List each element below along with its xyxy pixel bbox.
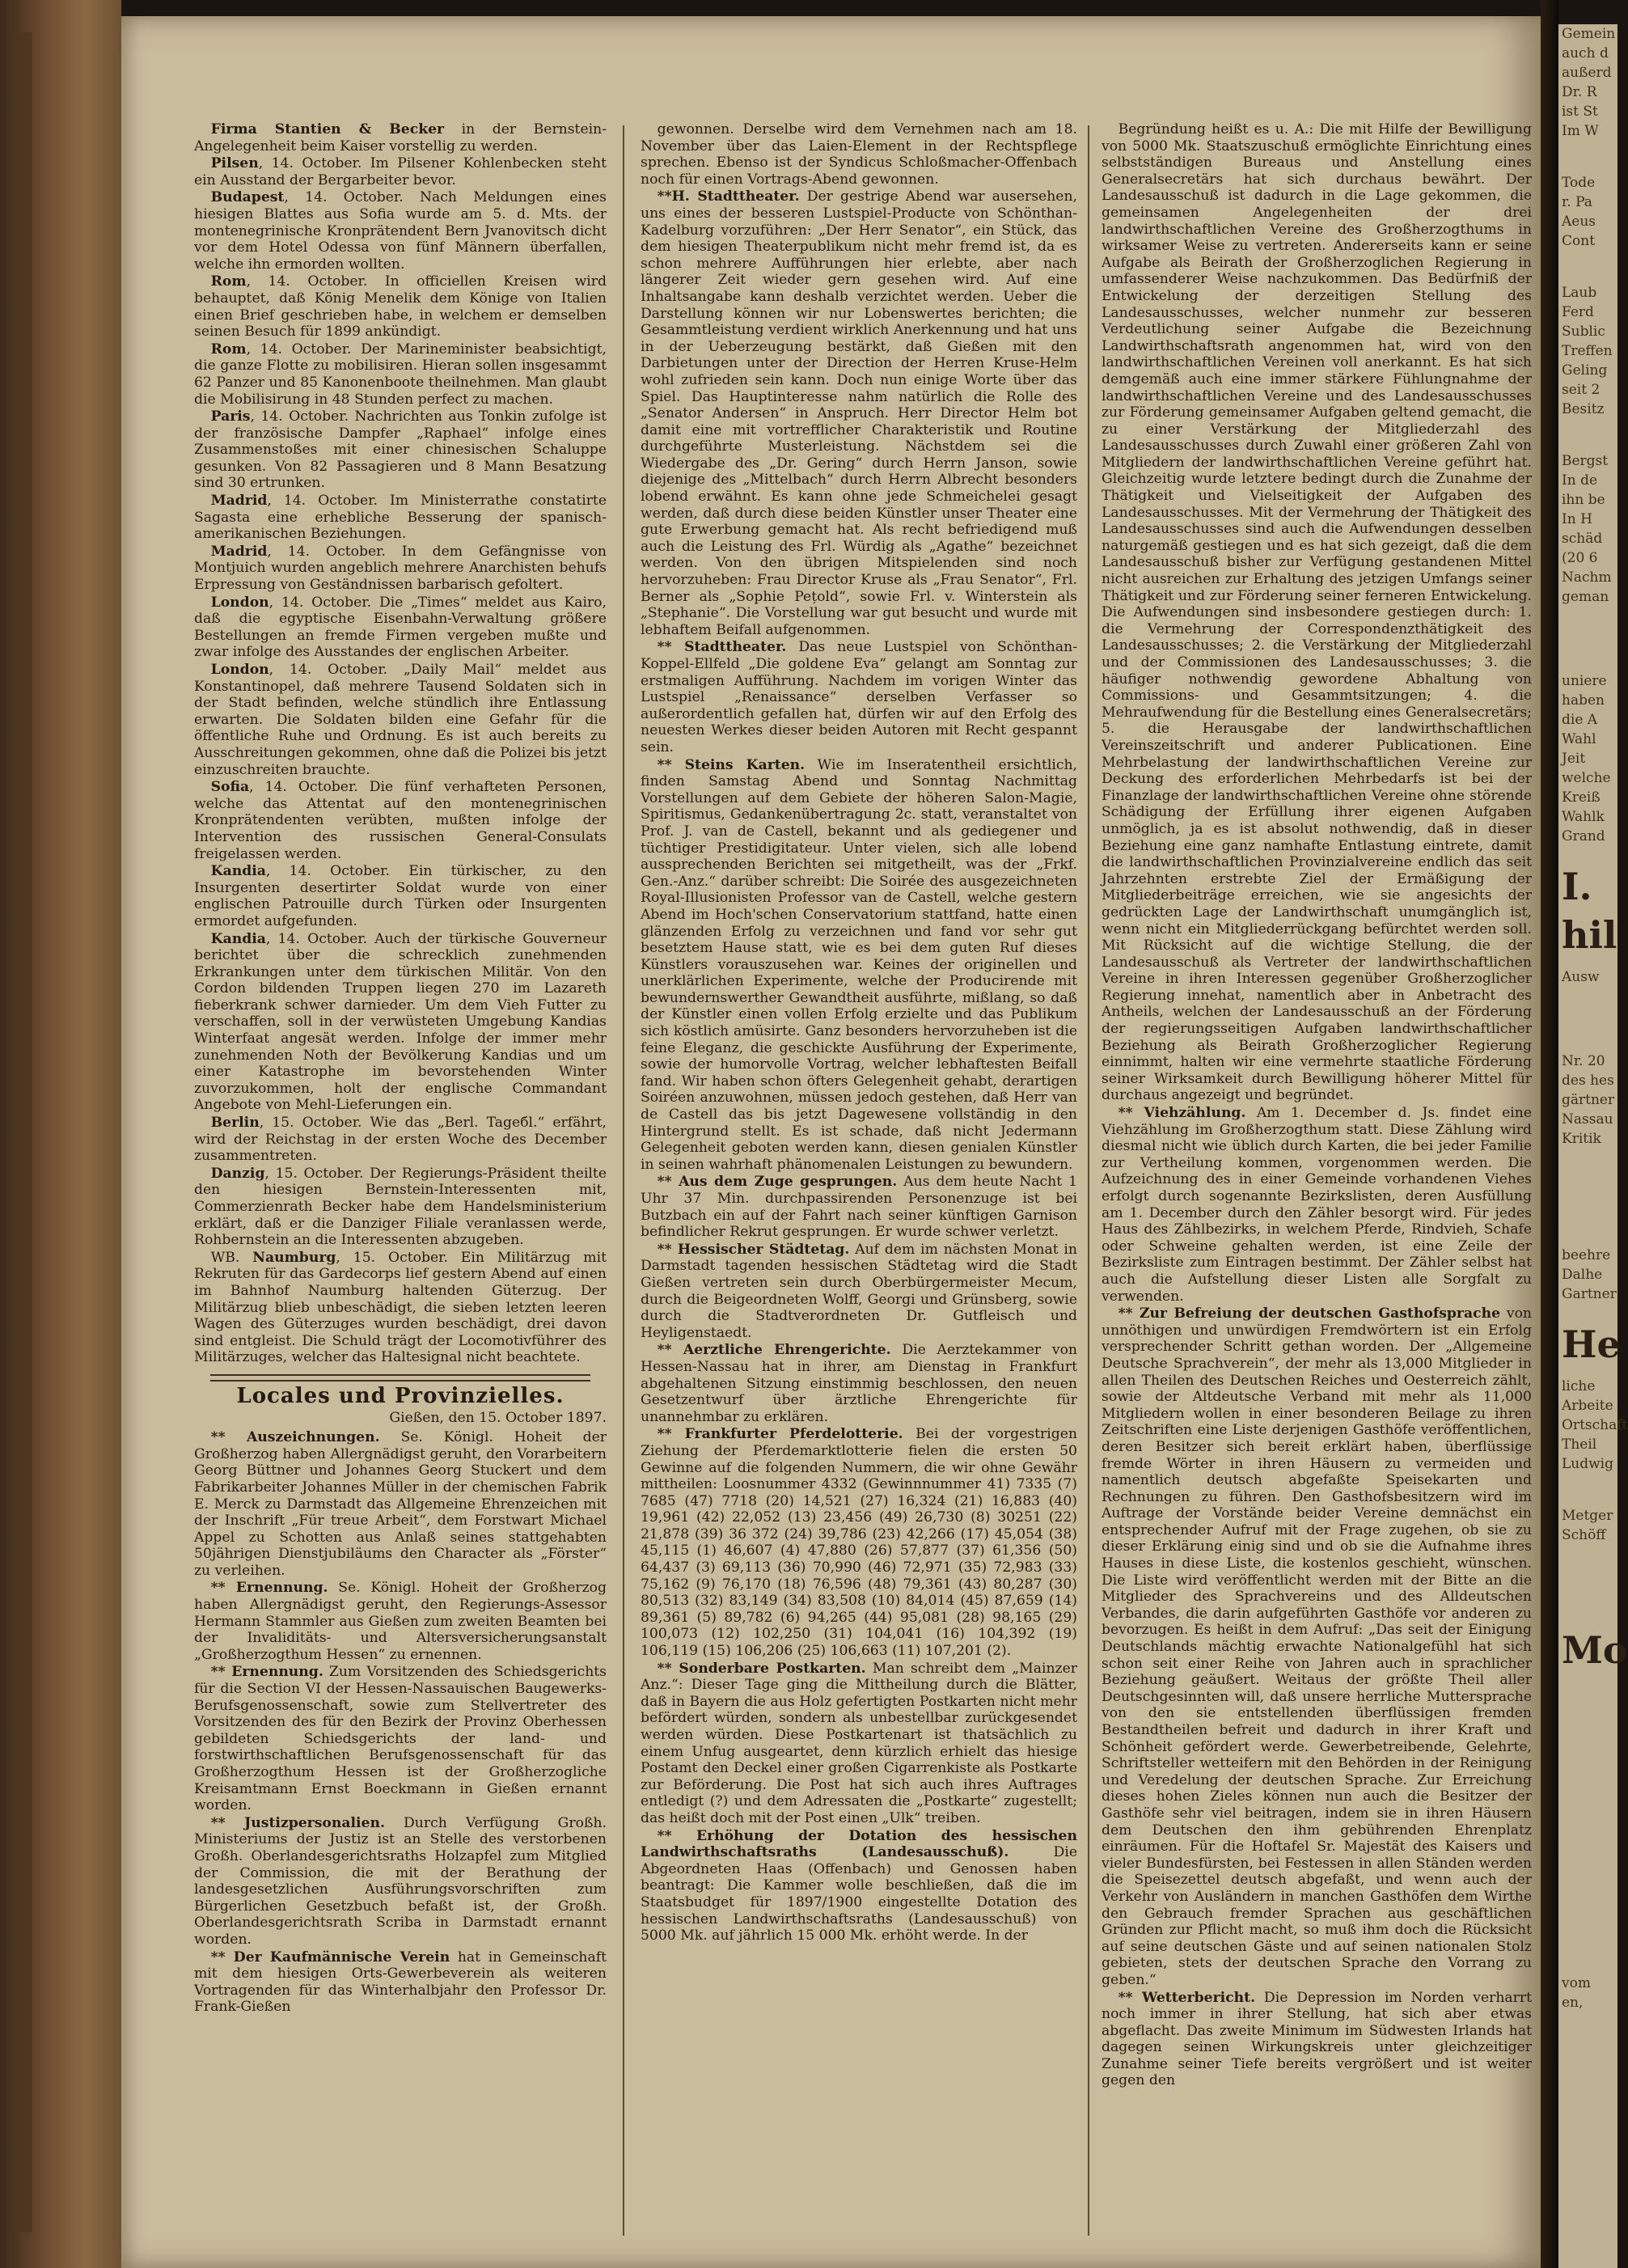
adjacent-page-fragment: Cont xyxy=(1562,233,1596,249)
article-paragraph: ** Aus dem Zuge gesprungen. Aus dem heute Nacht 1 Uhr 37 Min. durchpassirenden Personenzuge ist bei Butzbach ein auf der Fahrt nach seiner künftigen Garnison befindlicher Rekrut gesprungen. Er wurde schwer verletzt. xyxy=(641,1174,1077,1241)
adjacent-page-fragment: Ortschaft xyxy=(1562,1417,1628,1433)
adjacent-page-fragment: Wahlk xyxy=(1562,809,1605,825)
adjacent-page-fragment: Gartner xyxy=(1562,1286,1617,1302)
adjacent-page-fragment: In de xyxy=(1562,472,1598,489)
book-binding xyxy=(0,0,121,2268)
article-paragraph: London, 14. October. Die „Times“ meldet aus Kairo, daß die egyptische Eisenbahn-Verwaltung größere Bestellungen an fremde Firmen vergeben mußte und zwar infolge des Ausstandes der englischen Arbeiter. xyxy=(194,594,607,661)
article-paragraph: **H. Stadttheater. Der gestrige Abend war ausersehen, uns eines der besseren Lustspiel-Producte von Schönthan-Kadelburg vorzuführen: „Der Herr Senator“, ein Stück, das dem hiesigen Theaterpublikum nicht mehr fremd ist, da es schon mehrere Aufführungen hier erlebte, aber nach längerer Zeit wieder gern gesehen wird. Auf eine Inhaltsangabe kann deshalb verzichtet werden. Ueber die Darstellung können wir nur Lobenswertes berichten; die Gesammtleistung verdient wirklich Anerkennung und hat uns in der Ueberzeugung bestärkt, daß Gießen mit den Darbietungen unter der Direction der Herren Kruse-Helm wohl zufrieden sein kann. Doch nun einige Worte über das Spiel. Das Hauptinteresse nahm natürlich die Rolle des „Senator Andersen“ in Anspruch. Herr Director Helm bot damit eine mit vortrefflicher Charakteristik und Routine durchgeführte Musterleistung. Nächstdem sei die Wiedergabe des „Dr. Gering“ durch Herrn Janson, sowie diejenige des „Mittelbach“ durch Herrn Albrecht besonders lobend erwähnt. Es kann ohne jede Schmeichelei gesagt werden, daß durch diese beiden Künstler unser Theater eine gute Erwerbung gemacht hat. Als recht befriedigend muß auch die Leistung des Frl. Würdig als „Agathe“ bezeichnet werden. Von den übrigen Mitspielenden sind noch hervorzuheben: Frau Director Kruse als „Frau Senator“, Frl. Berner als „Sophie Pețold“, sowie Frl. v. Winterstein als „Stephanie“. Die Vorstellung war gut besucht und wurde mit lebhaftem Beifall aufgenommen. xyxy=(641,188,1077,638)
adjacent-page-fragment: Ludwig xyxy=(1562,1456,1613,1472)
adjacent-page-fragment: Gemein xyxy=(1562,26,1616,42)
article-paragraph: ** Frankfurter Pferdelotterie. Bei der vorgestrigen Ziehung der Pferdemarktlotterie fielen die ersten 50 Gewinne auf die folgenden Nummern, die wir ohne Gewähr mittheilen: Loosnummer 4332 (Gewinnnummer 41) 7335 (7) 7685 (47) 7718 (20) 14,521 (27) 16,324 (21) 16,883 (40) 19,961 (42) 22,052 (13) 23,456 (49) 26,730 (8) 30251 (22) 21,878 (39) 36 372 (24) 39,786 (23) 42,266 (17) 45,054 (38) 45,115 (1) 46,607 (4) 47,880 (26) 57,877 (37) 61,356 (50) 64,437 (3) 69,113 (36) 70,990 (46) 72,971 (35) 72,983 (33) 75,162 (9) 76,170 (18) 76,596 (48) 79,361 (43) 80,287 (30) 80,513 (32) 83,149 (34) 83,508 (10) 84,014 (45) 87,659 (14) 89,361 (5) 89,782 (6) 94,265 (44) 95,081 (28) 98,165 (29) 100,073 (12) 102,250 (31) 104,041 (16) 104,392 (19) 106,119 (15) 106,206 (25) 106,663 (11) 107,201 (2). xyxy=(641,1426,1077,1660)
adjacent-page-fragment: Nassau xyxy=(1562,1111,1613,1128)
adjacent-page-fragment: Arbeite xyxy=(1562,1398,1613,1414)
article-paragraph: Pilsen, 14. October. Im Pilsener Kohlenbecken steht ein Ausstand der Bergarbeiter bevor. xyxy=(194,155,607,188)
article-paragraph: gewonnen. Derselbe wird dem Vernehmen nach am 18. November über das Laien-Element in der Rechtspflege sprechen. Ebenso ist der Syndicus Schloßmacher-Offenbach noch für einen Vortrags-Abend gewonnen. xyxy=(641,121,1077,188)
article-paragraph: Paris, 14. October. Nachrichten aus Tonkin zufolge ist der französische Dampfer „Raphael“ infolge eines Zusammenstoßes mit einer chinesischen Schaluppe gesunken. Von 82 Passagieren und 8 Mann Besatzung sind 30 ertrunken. xyxy=(194,408,607,492)
adjacent-page-heading: I. hil xyxy=(1562,865,1617,957)
adjacent-page-fragment: Tode xyxy=(1562,175,1596,191)
article-paragraph: Madrid, 14. October. Im Ministerrathe constatirte Sagasta eine erhebliche Besserung der spanisch-amerikanischen Beziehungen. xyxy=(194,493,607,543)
article-paragraph: Rom, 14. October. In officiellen Kreisen wird behauptet, daß König Menelik dem Könige von Italien einen Brief geschrieben habe, in welchem er demselben seinen Besuch für 1899 ankündigt. xyxy=(194,273,607,341)
adjacent-page-edge xyxy=(1558,24,1628,2268)
adjacent-page-heading: He xyxy=(1562,1322,1621,1366)
adjacent-page-fragment: r. Pa xyxy=(1562,194,1592,210)
adjacent-page-heading: Mo xyxy=(1562,1628,1628,1672)
article-paragraph: ** Der Kaufmännische Verein hat in Gemeinschaft mit dem hiesigen Orts-Gewerbeverein als weiteren Vortragenden für das Winterhalbjahr den Professor Dr. Frank-Gießen xyxy=(194,1949,607,2016)
adjacent-page-fragment xyxy=(1558,1779,1617,1812)
column-1 xyxy=(194,121,607,2244)
article-paragraph: ** Ernennung. Zum Vorsitzenden des Schiedsgerichts für die Section VI der Hessen-Nassauischen Baugewerks-Berufsgenossenschaft, sowie zum Stellvertreter des Vorsitzenden des für den Bezirk der Provinz Oberhessen gebildeten Schiedsgerichts der land- und forstwirthschaftlichen Berufsgenossenschaft für das Großherzogthum Hessen ist der Großherzogliche Kreisamtmann Ernst Boeckmann in Gießen ernannt worden. xyxy=(194,1664,607,1814)
adjacent-page-fragment: Bergst xyxy=(1562,453,1609,469)
binding-stripe xyxy=(15,32,32,2232)
article-paragraph: ** Sonderbare Postkarten. Man schreibt dem „Mainzer Anz.“: Dieser Tage ging die Mittheilung durch die Blätter, daß in Bayern die aus Holz gefertigten Postkarten nicht mehr befördert würden, sondern als unbestellbar zurückgesendet werden würden. Diese Postkartenart ist thatsächlich zu einem Unfug ausgeartet, denn kürzlich erhielt das hiesige Postamt den Deckel einer großen Cigarrenkiste als Postkarte zur Beförderung. Die Post hat sich auch ihres Auftrages entledigt (?) und dem Adressaten die „Postkarte“ zugestellt; das heißt doch mit der Post einen „Ulk“ treiben. xyxy=(641,1660,1077,1826)
adjacent-page-fragment: Im W xyxy=(1562,123,1599,139)
adjacent-page-fragment: die A xyxy=(1562,712,1598,728)
adjacent-page-fragment xyxy=(1558,1019,1617,1051)
adjacent-page-fragment: (20 6 xyxy=(1562,550,1598,566)
adjacent-page-fragment: gärtner xyxy=(1562,1092,1615,1108)
adjacent-page-fragment xyxy=(1558,1909,1617,1941)
adjacent-page-fragment xyxy=(1558,1715,1617,1747)
adjacent-page-fragment: Kritik xyxy=(1562,1131,1601,1147)
article-paragraph: ** Zur Befreiung der deutschen Gasthofsprache von unnöthigen und unwürdigen Fremdwörtern ist ein Erfolg versprechender Schritt gethan worden. Der „Allgemeine Deutsche Sprachverein“, der mehr als 13,000 Mitglieder in allen Theilen des Deutschen Reiches und Oesterreich zählt, sowie der Altdeutsche Verband mit mehr als 11,000 Mitgliedern wollen in einer besonderen Beilage zu ihren Zeitschriften eine Liste derjenigen Gasthöfe veröffentlichen, deren Besitzer sich bereit erklärt haben, überflüssige fremde Wörter in ihren Häusern zu vermeiden und namentlich deutsch abgefaßte Speisekarten und Rechnungen zu führen. Den Gasthofsbesitzern wird im Auftrage der Vorstände beider Vereine demnächst ein entsprechender Aufruf mit der Frage zugehen, ob sie zu dieser Erklärung einig sind und ob sie die Aufnahme ihres Hauses in diese Liste, die kostenlos geschieht, wünschen. Die Liste wird veröffentlicht werden mit der Bitte an die Mitglieder des Sprachvereins und des Alldeutschen Verbandes, die darin aufgeführten Gasthöfe vor anderen zu bevorzugen. Es heißt in dem Aufruf: „Das seit der Einigung Deutschlands mächtig erwachte Nationalgefühl hat sich schon seit einer Reihe von Jahren auch in sprachlicher Beziehung geäußert. Weitaus der größte Theil aller Deutschgesinnten will, daß unsere herrliche Muttersprache von den sie entstellenden überflüssigen fremden Bestandtheilen befreit und dadurch in ihrer Kraft und Schönheit gefördert werde. Gewerbetreibende, Gelehrte, Schriftsteller wetteifern mit den Behörden in der Reinigung und Veredelung der deutschen Sprache. Zur Erreichung dieses hohen Zieles können nun auch die Besitzer der Gasthöfe sehr viel beitragen, indem sie in ihren Häusern dem Deutschen den ihm gebührenden Ehrenplatz einräumen. Für die Hoftafel Sr. Majestät des Kaisers und vieler Bundesfürsten, bei Festessen in allen Ständen werden die Speisezettel deutsch abgefaßt, und wenn auch der Verkehr von Ausländern in manchen Gasthöfen dem Wirthe den Gebrauch fremder Sprachen aus geschäftlichen Gründen zur Pflicht macht, so muß ihm doch die Rücksicht auf seine deutschen Gäste und auf seinen nationalen Stolz gebieten, stets der deutschen Sprache den Vorrang zu geben.“ xyxy=(1102,1305,1532,1988)
adjacent-page-fragment: Treffen xyxy=(1562,343,1613,359)
adjacent-page-fragment: Grand xyxy=(1562,828,1605,844)
column-rule xyxy=(623,125,624,2236)
adjacent-page-fragment: seit 2 xyxy=(1562,382,1601,398)
adjacent-page-fragment: Wahl xyxy=(1562,731,1596,747)
adjacent-page-fragment xyxy=(1558,1812,1617,1844)
adjacent-page-fragment: Nachm xyxy=(1562,569,1612,586)
adjacent-page-fragment: auch d xyxy=(1562,45,1609,61)
adjacent-page-fragment: ist St xyxy=(1562,104,1598,120)
adjacent-page-fragment: Ferd xyxy=(1562,304,1594,320)
adjacent-page-fragment: vom xyxy=(1562,1975,1591,1991)
article-paragraph: ** Wetterbericht. Die Depression im Norden verharrt noch immer in ihrer Stellung, hat sich aber etwas abgeflacht. Das zweite Minimum im Südwesten Irlands hat dagegen seinen Wirkungskreis unter gleichzeitiger Zunahme seiner Tiefe bereits vergrößert und ist weiter gegen den xyxy=(1102,1989,1532,2089)
adjacent-page-fragment: Sublic xyxy=(1562,324,1605,340)
article-paragraph: ** Stadttheater. Das neue Lustspiel von Schönthan-Koppel-Ellfeld „Die goldene Eva“ gelangt am Sonntag zur erstmaligen Aufführung. Nachdem im vorigen Winter das Lustspiel „Renaissance“ derselben Verfasser so außerordentlich gefallen hat, dürfen wir auf den Erfolg des neuesten Werkes dieser beiden Autoren mit Recht gespannt sein. xyxy=(641,639,1077,755)
adjacent-page-fragment xyxy=(1558,1213,1617,1246)
adjacent-page-fragment: Geling xyxy=(1562,362,1608,379)
adjacent-page-fragment: Laub xyxy=(1562,285,1597,301)
adjacent-page-fragment: Metger xyxy=(1562,1508,1613,1524)
article-paragraph: London, 14. October. „Daily Mail“ meldet aus Konstantinopel, daß mehrere Tausend Soldaten sich in der Stadt befinden, welche stündlich ihre Entlassung erwarten. Die Soldaten bilden eine Gefahr für die öffentliche Ruhe und Ordnung. Es ist auch bereits zu Ausschreitungen gekommen, ohne daß die Polizei bis jetzt einzuschreiten brauchte. xyxy=(194,662,607,778)
article-paragraph: Sofia, 14. October. Die fünf verhafteten Personen, welche das Attentat auf den montenegrinischen Kronprätendenten verübten, mußten infolge der Intervention des russischen General-Consulats freigelassen werden. xyxy=(194,779,607,862)
adjacent-page-fragment: Jeit xyxy=(1562,751,1586,767)
adjacent-page-fragment: en, xyxy=(1562,1995,1584,2011)
adjacent-page-fragment: Kreiß xyxy=(1562,789,1601,806)
article-paragraph: ** Auszeichnungen. Se. Königl. Hoheit der Großherzog haben Allergnädigst geruht, den Vorarbeitern Georg Büttner und Johannes Georg Stuckert und dem Fabrikarbeiter Johannes Müller in der chemischen Fabrik E. Merck zu Darmstadt das Allgemeine Ehrenzeichen mit der Inschrift „Für treue Arbeit“, dem Forstwart Michael Appel zu Schotten aus Anlaß seines stattgehabten 50jährigen Dienstjubiläums den Character als „Förster“ zu verleihen. xyxy=(194,1429,607,1579)
article-paragraph: ** Hessischer Städtetag. Auf dem im nächsten Monat in Darmstadt tagenden hessischen Städtetag wird die Stadt Gießen vertreten sein durch Oberbürgermeister Mecum, durch die Beigeordneten Wolff, Georgi und Grünsberg, sowie durch die Stadtverordneten Dr. Gutfleisch und Heyligenstaedt. xyxy=(641,1241,1078,1341)
adjacent-page-fragment xyxy=(1558,607,1617,639)
adjacent-page-fragment xyxy=(1558,419,1617,451)
adjacent-page-fragment xyxy=(1558,1545,1617,1577)
section-title: Locales und Provinzielles. xyxy=(236,1383,565,1408)
adjacent-page-fragment: haben xyxy=(1562,692,1605,709)
book-gutter xyxy=(1541,0,1558,2268)
adjacent-page-fragment: Dr. R xyxy=(1562,84,1597,100)
article-paragraph: Madrid, 14. October. In dem Gefängnisse von Montjuich wurden angeblich mehrere Anarchisten behufs Erpressung von Geständnissen barbarisch gefoltert. xyxy=(194,543,607,594)
article-paragraph: ** Steins Karten. Wie im Inseratentheil ersichtlich, finden Samstag Abend und Sonntag Nachmittag Vorstellungen auf dem Gebiete der höheren Salon-Magie, Spiritismus, Gedankenübertragung 2c. statt, veranstaltet von Prof. J. van de Castell, bekannt und als gediegener und tüchtiger Prestidigitateur. Unter vielen, sich alle lobend aussprechenden Berichten sei mitgetheilt, was der „Frkf. Gen.-Anz.“ darüber schreibt: Die Soirée des ausgezeichneten Royal-Illusionisten Professor van de Castell, welche gestern Abend im Hoch'schen Conservatorium stattfand, hatte einen glänzenden Erfolg zu verzeichnen und fand vor sehr gut besetztem Hause statt, wie es bei dem guten Ruf dieses Künstlers vorauszusehen war. Keines der originellen und unerklärlichen Experimente, welche der Producirende mit bewundernswerther Gewandtheit ausführte, mißlang, so daß der Künstler einen vollen Erfolg erzielte und das Publikum sich köstlich amüsirte. Ganz besonders hervorzuheben ist die feine Eleganz, die geschickte Ausführung der Experimente, sowie der humorvolle Vortrag, welcher lebhaftesten Beifall fand. Wir haben schon öfters Gelegenheit gehabt, derartigen Soiréen anzuwohnen, müssen jedoch gestehen, daß Herr van de Castell das bis jetzt Dagewesene vollständig in den Hintergrund stellt. Es ist schade, daß nicht Jedermann Gelegenheit geboten werden kann, diesen genialen Künstler in seinen wahrhaft phänomenalen Leistungen zu bewundern. xyxy=(641,756,1078,1173)
adjacent-page-fragment: welche xyxy=(1562,770,1611,786)
adjacent-page-fragment: Ausw xyxy=(1562,969,1600,985)
article-paragraph: WB. Naumburg, 15. October. Ein Militärzug mit Rekruten für das Gardecorps lief gestern Abend auf einen im Bahnhof Naumburg haltenden Güterzug. Der Militärzug blieb unbeschädigt, die sieben letzten leeren Wagen des Güterzuges wurden beschädigt, drei davon sind entgleist. Die Schuld trägt der Locomotivführer des Militärzuges, welcher das Haltesignal nicht beachtete. xyxy=(194,1249,607,1366)
article-paragraph: Berlin, 15. October. Wie das „Berl. Tageбl.“ erfährt, wird der Reichstag in der ersten Woche des December zusammentreten. xyxy=(194,1115,607,1165)
adjacent-page-fragment xyxy=(1558,1181,1617,1213)
adjacent-page-fragment: Theil xyxy=(1562,1437,1597,1453)
adjacent-page-fragment: schäd xyxy=(1562,531,1603,547)
adjacent-page-fragment xyxy=(1558,1577,1617,1610)
article-paragraph: ** Aerztliche Ehrengerichte. Die Aerztekammer von Hessen-Nassau hat in ihrer, am Dienstag in Frankfurt abgehaltenen Sitzung einstimmig beschlossen, den neuen Gesetzentwurf über ärztliche Ehrengerichte für unannehmbar zu erklären. xyxy=(641,1342,1077,1425)
adjacent-page-fragment: außerd xyxy=(1562,65,1612,81)
adjacent-page-fragment xyxy=(1558,251,1617,283)
article-paragraph: Firma Stantien & Becker in der Bernstein-Angelegenheit beim Kaiser vorstellig zu werden. xyxy=(194,121,607,154)
adjacent-page-fragment: Dalhe xyxy=(1562,1267,1603,1283)
article-paragraph: Kandia, 14. October. Auch der türkische Gouverneur berichtet über die schrecklich zunehmenden Erkrankungen unter dem türkischen Militär. Von den Cordon bildenden Truppen liegen 270 im Lazareth fieberkrank schwer darnieder. Um dem Vieh Futter zu verschaffen, soll in der verwüsteten Umgebung Kandias Winterfaat angesät werden. Infolge der immer mehr zunehmenden Noth der Bevölkerung Kandias und um einer Katastrophe im bevorstehenden Winter zuvorzukommen, holt der englische Commandant Angebote von Mehl-Lieferungen ein. xyxy=(194,930,607,1114)
adjacent-page-fragment xyxy=(1558,1682,1617,1715)
dateline: Gießen, den 15. October 1897. xyxy=(389,1409,607,1426)
adjacent-page-fragment xyxy=(1558,1149,1617,1181)
article-paragraph: ** Ernennung. Se. Königl. Hoheit der Großherzog haben Allergnädigst geruht, den Regierungs-Assessor Hermann Stammler aus Gießen zum zweiten Beamten bei der Invaliditäts- und Altersversicherungsanstalt „Großherzogthum Hessen“ zu ernennen. xyxy=(194,1580,607,1663)
article-paragraph: Rom, 14. October. Der Marineminister beabsichtigt, die ganze Flotte zu mobilisiren. Hieran sollen insgesammt 62 Panzer und 85 Kanonenboote theilnehmen. Man glaubt die Mobilisirung in 48 Stunden perfect zu machen. xyxy=(194,341,607,408)
adjacent-page-fragment: uniere xyxy=(1562,673,1607,689)
column-rule xyxy=(1088,125,1089,2236)
article-paragraph: Kandia, 14. October. Ein türkischer, zu den Insurgenten desertirter Soldat wurde von einer englischen Patrouille durch Türken oder Insurgenten ermordet aufgefunden. xyxy=(194,863,607,929)
adjacent-page-fragment: Besitz xyxy=(1562,401,1605,417)
adjacent-page-fragment xyxy=(1558,1941,1617,1974)
adjacent-page-fragment: Nr. 20 xyxy=(1562,1053,1605,1069)
adjacent-page-fragment xyxy=(1558,1747,1617,1779)
adjacent-page-fragment: des hes xyxy=(1562,1073,1614,1089)
article-paragraph: ** Viehzählung. Am 1. December d. Js. findet eine Viehzählung im Großherzogthum statt. Diese Zählung wird diesmal nicht wie üblich durch Karten, die bei jeder Familie zur Vertheilung kommen, vorgenommen werden. Die Aufzeichnung des in einer Gemeinde vorhandenen Viehes erfolgt durch sogenannte Bezirkslisten, deren Ausfüllung am 1. December durch den Zähler besorgt wird. Für jedes Haus des Zählbezirks, in welchem Pferde, Rindvieh, Schafe oder Schweine gehalten werden, ist eine Zeile der Bezirksliste zum Eintragen bestimmt. Der Zähler selbst hat auch die Aufstellung dieser Listen alle Sorgfalt zu verwenden. xyxy=(1102,1105,1533,1305)
column-2 xyxy=(641,121,1077,2244)
article-paragraph: ** Erhöhung der Dotation des hessischen Landwirthschaftsraths (Landesausschuß). Die Abgeordneten Haas (Offenbach) und Genossen haben beantragt: Die Kammer wolle beschließen, daß die im Staatsbudget für 1897/1900 eingestellte Dotation des hessischen Landwirthschaftsraths (Landesausschuß) von 5000 Mk. auf jährlich 15 000 Mk. erhöht werde. In der xyxy=(641,1827,1077,1944)
adjacent-page-fragment: geman xyxy=(1562,589,1609,605)
article-paragraph: ** Justizpersonalien. Durch Verfügung Großh. Ministeriums der Justiz ist an Stelle des verstorbenen Großh. Oberlandesgerichtsraths Holzapfel zum Mitglied der Commission, die mit der Berathung der landesgesetzlichen Ausführungsvorschriften zum Bürgerlichen Gesetzbuch befaßt ist, der Großh. Oberlandesgerichtsrath Scriba in Darmstadt ernannt worden. xyxy=(194,1814,607,1948)
adjacent-page-fragment: Aeus xyxy=(1562,214,1596,230)
adjacent-page-fragment xyxy=(1558,639,1617,671)
article-paragraph: Begründung heißt es u. A.: Die mit Hilfe der Bewilligung von 5000 Mk. Staatszuschuß ermöglichte Einrichtung eines selbstständigen Bureaus und Anstellung eines Generalsecretärs hat sich durchaus bewährt. Der Landesausschuß ist dadurch in die Lage gekommen, die gemeinsamen Angelegenheiten der drei landwirthschaftlichen Vereine des Großherzogthums in wirksamer Weise zu vertreten. Andererseits kann er seine Aufgabe als Beirath der Großherzoglichen Regierung in umfassenderer Weise nachzukommen. Das Bedürfniß der Entwickelung der derzeitigen Stellung des Landesausschusses, welcher nunmehr zur besseren Verdeutlichung seiner Aufgabe die Bezeichnung Landwirthschaftsrath angenommen hat, wird von den landwirthschaftlichen Vereinen voll anerkannt. Es hat sich demgemäß auch eine immer stärkere Fühlungnahme der landwirthschaftlichen Vereine und des Landesausschusses zur Förderung gemeinsamer Aufgaben geltend gemacht, die zu einer Verstärkung der Mitgliederzahl des Landesausschusses durch Zuwahl einer größeren Zahl von Mitgliedern der landwirthschaftlichen Vereine geführt hat. Gleichzeitig wurde letztere bedingt durch die Zunahme der Thätigkeit und Vielseitigkeit der Aufgaben des Landesausschusses. Mit der Vermehrung der Thätigkeit des Landesausschusses sind auch die Aufwendungen desselben naturgemäß gestiegen und es hat sich gezeigt, daß die dem Landesausschuß bisher zur Verfügung gestandenen Mittel nicht ausreichen zur Erhaltung des jetzigen Umfangs seiner Thätigkeit und zur Förderung seiner ferneren Entwickelung. Die Aufwendungen sind insbesondere gestiegen durch: 1. die Vermehrung der Correspondenzthätigkeit des Landesausschusses; 2. die Verstärkung der Mitgliederzahl und der Commissionen des Landesausschusses; 3. die häufiger nothwendig gewordene Abhaltung von Commissions- und Gesammtsitzungen; 4. die Mehraufwendung für die Bestellung eines Generalsecretärs; 5. die Herausgabe der landwirthschaftlichen Vereinszeitschrift und anderer Publicationen. Eine Mehrbelastung der landwirthschaftlichen Vereine zur Deckung des erforderlichen Mehrbedarfs ist bei der Finanzlage der landwirthschaftlichen Vereine ohne störende Schädigung der Erfüllung ihrer eigenen Aufgaben unmöglich, ja es ist absolut nothwendig, daß in dieser Beziehung eine ganz namhafte Entlastung eintrete, damit die landwirthschaftlichen Provinzialvereine endlich das seit Jahrzehnten erstrebte Ziel der Ermäßigung der Mitgliederbeiträge erreichen, wie sie angesichts der gedrückten Lage der Landwirthschaft unumgänglich ist, wenn nicht ein Mitgliederrückgang befürchtet werden soll. Mit Rücksicht auf die wichtige Stellung, die der Landesausschuß als Vertreter der landwirthschaftlichen Vereine in ihren Interessen gegenüber Großherzoglicher Regierung innehat, namentlich aber in Anbetracht des Antheils, welchen der Landesausschuß an der Förderung der regierungsseitigen Aufgaben landwirthschaftlicher Beziehung als Beirath Großherzoglicher Regierung einnimmt, halten wir eine vermehrte staatliche Förderung seiner Wirksamkeit durch Bewilligung höherer Mittel für durchaus angezeigt und begründet. xyxy=(1102,121,1532,1104)
adjacent-page-fragment: In H xyxy=(1562,511,1592,527)
section-divider xyxy=(210,1374,590,1382)
adjacent-page-fragment xyxy=(1558,141,1617,173)
adjacent-page-fragment xyxy=(1558,987,1617,1019)
adjacent-page-fragment xyxy=(1558,1474,1617,1506)
adjacent-page-fragment: beehre xyxy=(1562,1247,1611,1263)
article-paragraph: Danzig, 15. October. Der Regierungs-Präsident theilte den hiesigen Bernstein-Interessenten mit, Commerzienrath Becker habe dem Handelsministerium erklärt, daß er die Danziger Filiale veranlassen werde, Rohbernstein an die Interessenten abzugeben. xyxy=(194,1165,607,1249)
adjacent-page-fragment: ihn be xyxy=(1562,492,1605,508)
adjacent-page-fragment: liche xyxy=(1562,1378,1596,1394)
column-3 xyxy=(1102,121,1532,2244)
adjacent-page-fragment: Schöff xyxy=(1562,1527,1606,1543)
article-paragraph: Budapest, 14. October. Nach Meldungen eines hiesigen Blattes aus Sofia wurde am 5. d. Mts. der montenegrinische Kronprätendent Bern Jvanovitsch dicht vor dem Hotel Odessa von fünf Männern überfallen, welche ihn ermorden wollten. xyxy=(194,189,607,273)
adjacent-page-fragment xyxy=(1558,1844,1617,1877)
adjacent-page-fragment xyxy=(1558,1877,1617,1909)
